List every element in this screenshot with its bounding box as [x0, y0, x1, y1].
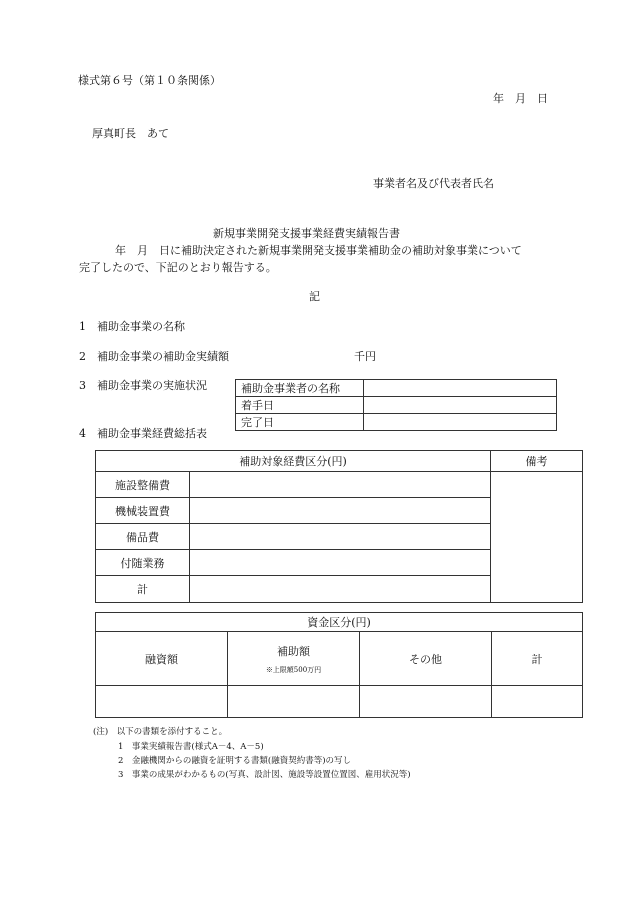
- date-line: 年 月 日: [493, 92, 548, 105]
- fund-col-subsidy-note: ※上限額500万円: [265, 665, 322, 674]
- form-number: 様式第６号（第１０条関係）: [78, 74, 221, 87]
- remarks-header: 備考: [491, 451, 583, 472]
- note-1: 1 事業実績報告書(様式A－4、A－5): [118, 742, 264, 752]
- item-3-label: 3 補助金事業の実施状況: [79, 379, 207, 392]
- expense-header: 補助対象経費区分(円): [96, 451, 491, 472]
- item-2-unit: 千円: [354, 350, 376, 363]
- expense-table: [95, 450, 583, 603]
- body-line-1: 年 月 日に補助決定された新規事業開発支援事業補助金の補助対象事業について: [115, 244, 522, 257]
- status-table: [235, 379, 557, 431]
- fund-col-subsidy-label: 補助額: [277, 644, 310, 658]
- status-row-label: 補助金事業者の名称: [236, 380, 364, 397]
- notes-intro: (注) 以下の書類を添付すること。: [93, 727, 228, 737]
- fund-col-subsidy: [228, 632, 360, 686]
- expense-row-label: 計: [96, 576, 190, 603]
- expense-value-cell[interactable]: [190, 472, 491, 498]
- fund-col-loan: 融資額: [96, 632, 228, 686]
- fund-value-cell[interactable]: [360, 686, 492, 718]
- expense-row-label: 備品費: [96, 524, 190, 550]
- note-3: 3 事業の成果がわかるもの(写真、設計図、施設等設置位置図、雇用状況等): [118, 770, 411, 780]
- fund-col-total: 計: [492, 632, 583, 686]
- status-row-label: 完了日: [236, 414, 364, 431]
- expense-value-cell[interactable]: [190, 524, 491, 550]
- expense-row-label: 施設整備費: [96, 472, 190, 498]
- expense-row-label: 付随業務: [96, 550, 190, 576]
- item-2-label: 2 補助金事業の補助金実績額: [79, 350, 229, 363]
- document-title: 新規事業開発支援事業経費実績報告書: [213, 227, 400, 240]
- status-row-label: 着手日: [236, 397, 364, 414]
- applicant-label: 事業者名及び代表者氏名: [373, 177, 494, 190]
- fund-value-cell[interactable]: [492, 686, 583, 718]
- body-line-2: 完了したので、下記のとおり報告する。: [79, 261, 277, 274]
- note-2: 2 金融機関からの融資を証明する書類(融資契約書等)の写し: [118, 756, 352, 766]
- fund-header: 資金区分(円): [96, 613, 583, 632]
- item-4-label: 4 補助金事業経費総括表: [79, 427, 207, 440]
- remarks-cell[interactable]: [491, 472, 583, 603]
- fund-table: [95, 612, 583, 718]
- status-value-cell[interactable]: [364, 380, 557, 397]
- expense-value-cell[interactable]: [190, 576, 491, 603]
- fund-col-other: その他: [360, 632, 492, 686]
- expense-value-cell[interactable]: [190, 498, 491, 524]
- expense-value-cell[interactable]: [190, 550, 491, 576]
- fund-value-cell[interactable]: [96, 686, 228, 718]
- fund-value-cell[interactable]: [228, 686, 360, 718]
- addressee: 厚真町長 あて: [92, 127, 169, 140]
- status-value-cell[interactable]: [364, 414, 557, 431]
- ki-marker: 記: [309, 290, 320, 303]
- item-1-label: 1 補助金事業の名称: [79, 320, 185, 333]
- expense-row-label: 機械装置費: [96, 498, 190, 524]
- status-value-cell[interactable]: [364, 397, 557, 414]
